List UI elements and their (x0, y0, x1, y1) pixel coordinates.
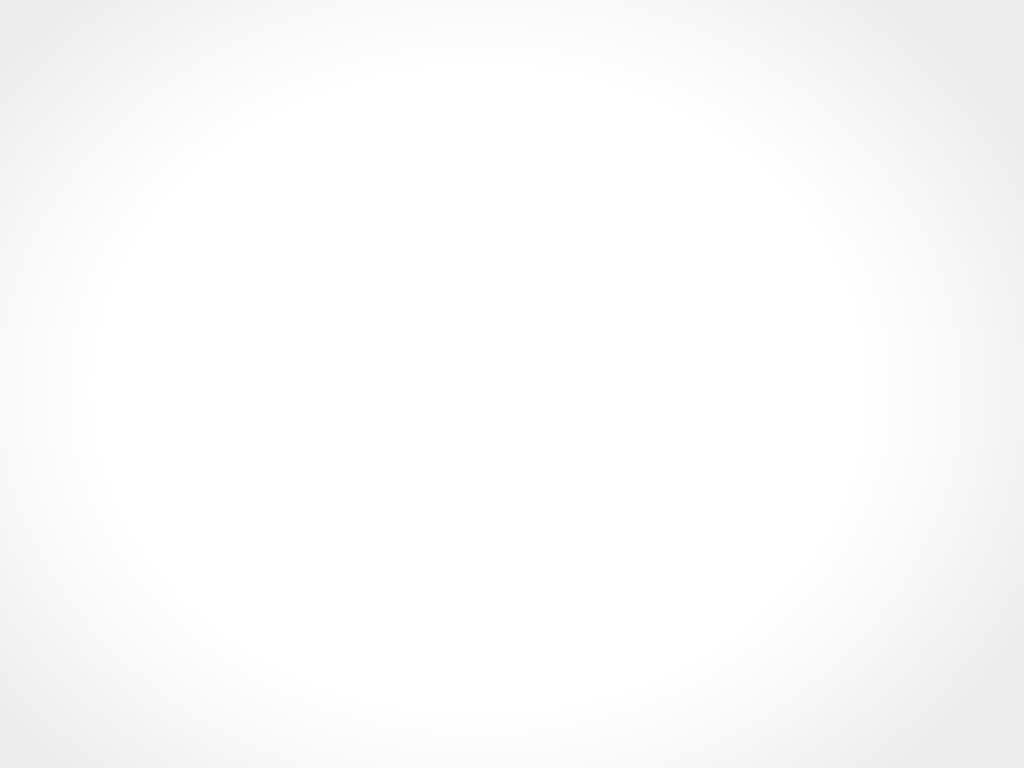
side-bar-top-block (947, 0, 1024, 614)
list-item (72, 411, 100, 456)
list-item (72, 321, 100, 366)
side-bar-accent-block (947, 614, 1024, 690)
bullet-list (72, 186, 100, 501)
list-item (72, 276, 100, 321)
side-decoration-bar (947, 0, 1024, 768)
list-item (72, 186, 100, 231)
list-item (72, 456, 100, 501)
list-item (72, 366, 100, 411)
list-item (72, 231, 100, 276)
side-bar-bottom-block (947, 690, 1024, 768)
